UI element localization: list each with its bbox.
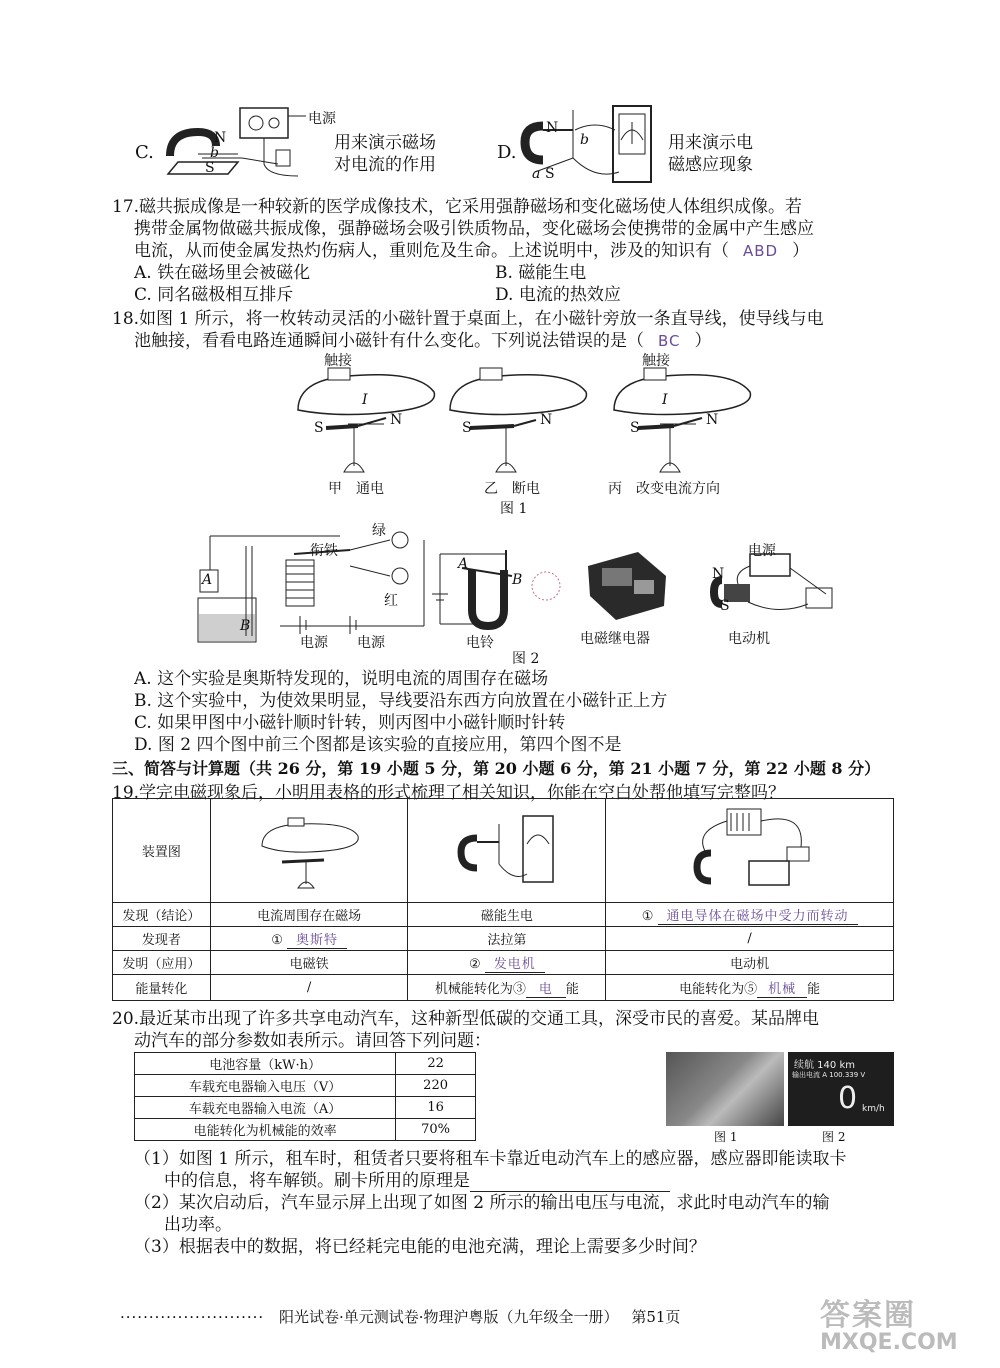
q20-sub1-line-2: 中的信息，将车解锁。刷卡所用的原理是	[164, 1170, 670, 1192]
q18-answer: BC	[658, 332, 681, 350]
q19-device-3	[606, 799, 894, 903]
q19-energy-1: /	[210, 975, 408, 1001]
fig1-yi-s: S	[462, 420, 472, 436]
q20-spec-table	[134, 1052, 476, 1141]
q18-stem-line-1: 18.如图 1 所示，将一枚转动灵活的小磁针置于桌面上，在小磁针旁放一条直导线，使导线与电	[112, 309, 824, 329]
q19-energy-2-answer: 电	[526, 978, 566, 998]
q19-finding-3-answer: 通电导体在磁场中受力而转动	[658, 905, 858, 925]
watermark-url: MXQE.COM	[820, 1330, 958, 1355]
q19-energy-2: 机械能转化为③ 电 能	[408, 975, 606, 1001]
footer	[120, 1306, 820, 1328]
fig1-bing-touch: 触接	[642, 353, 670, 369]
q19-row-device: 装置图	[113, 799, 211, 903]
fig2-relay-caption: 电磁继电器	[580, 631, 650, 647]
q20-photo-dashboard	[788, 1052, 894, 1126]
q17	[112, 196, 902, 306]
q17-option-c: C. 同名磁极相互排斥	[134, 285, 294, 305]
q16-c-desc-2: 对电流的作用	[334, 155, 436, 175]
figure-2-caption: 图 2	[512, 651, 540, 667]
q16-option-d-label: D.	[497, 142, 517, 163]
fig1-bing-s: S	[630, 420, 640, 436]
fig1-bing-caption: 丙 改变电流方向	[608, 481, 720, 497]
fig2-bell-lab-A: A	[458, 556, 469, 572]
q16-c-pole-s: S	[205, 160, 215, 176]
q20-sub3: （3）根据表中的数据，将已经耗完电能的电池充满，理论上需要多少时间？	[134, 1237, 706, 1257]
fig2-lab-A: A	[202, 572, 213, 588]
q19-discoverer-2: 法拉第	[408, 927, 606, 951]
q20-stem	[112, 1008, 902, 1052]
figure-2-relay-photo	[582, 546, 672, 624]
fig2-motor-s: S	[720, 598, 730, 614]
q19-finding-3: ① 通电导体在磁场中受力而转动	[606, 903, 894, 927]
fig1-jia-current: I	[362, 392, 368, 408]
q20-sub1-line-1: （1）如图 1 所示，租车时，租赁者只要将租车卡靠近电动汽车上的感应器，感应器即能读取卡	[134, 1149, 847, 1169]
q20-dash-range: 续航 140 km	[794, 1060, 855, 1071]
q16-option-c-figure	[158, 104, 328, 186]
footer-text: 阳光试卷·单元测试卷·物理沪粤版（九年级全一册）	[278, 1308, 619, 1326]
fig1-jia-caption: 甲 通电	[328, 481, 384, 497]
q19-device-3-figure	[675, 801, 825, 897]
figure-2-bell	[432, 540, 572, 640]
q20-spec-value: 22	[396, 1053, 476, 1075]
fig2-armature: 衔铁	[310, 543, 338, 559]
fig1-jia-n: N	[390, 412, 403, 428]
q16-c-desc-1: 用来演示磁场	[334, 133, 436, 153]
fig1-bing-current: I	[662, 392, 668, 408]
q19-row-invention: 发明（应用）	[113, 951, 211, 975]
fig1-jia-s: S	[314, 420, 324, 436]
q20-stem-line-1: 20.最近某市出现了许多共享电动汽车，这种新型低碳的交通工具，深受市民的喜爱。某品牌电	[112, 1009, 820, 1029]
q19-device-1	[210, 799, 408, 903]
q18-options	[134, 668, 894, 758]
q19-device-1-figure	[254, 804, 364, 894]
q17-stem-line-2: 携带金属物做磁共振成像，强静磁场会吸引铁质物品，变化磁场会使携带的金属中产生感应	[134, 219, 814, 239]
q16-d-lab-a: a	[532, 166, 541, 182]
q20-photo-2-caption: 图 2	[822, 1130, 846, 1144]
q17-stem-line-1: 17.磁共振成像是一种较新的医学成像技术，它采用强静磁场和变化磁场使人体组织成像。若	[112, 197, 803, 217]
q17-stem-line-3: 电流，从而使金属发热灼伤病人，重则危及生命。上述说明中，涉及的知识有（ ABD ）	[134, 241, 810, 261]
q20-spec-value: 16	[396, 1097, 476, 1119]
q19-invention-2-answer: 发电机	[485, 953, 545, 973]
q20-spec-value: 70%	[396, 1119, 476, 1141]
fig1-jia-touch: 触接	[324, 353, 352, 369]
q20-stem-line-2: 动汽车的部分参数如表所示。请回答下列问题：	[134, 1031, 491, 1051]
q19-invention-1: 电磁铁	[210, 951, 408, 975]
fig2-motor-caption: 电动机	[728, 631, 770, 647]
q18-stem-line-2: 池触接，看看电路连通瞬间小磁针有什么变化。下列说法错误的是（ BC ）	[134, 331, 712, 351]
fig1-yi-n: N	[540, 412, 553, 428]
q19-row-energy: 能量转化	[113, 975, 211, 1001]
q20-sub2-line-2: 出功率。	[164, 1215, 232, 1235]
q20-subquestions	[134, 1148, 904, 1258]
watermark-logo	[820, 1290, 996, 1366]
figure-1-caption: 图 1	[500, 501, 528, 517]
q19-invention-3: 电动机	[606, 951, 894, 975]
q19-energy-3: 电能转化为⑤ 机械 能	[606, 975, 894, 1001]
q16-d-pole-n: N	[546, 120, 559, 136]
q19-discoverer-1: ① 奥斯特	[210, 927, 408, 951]
q17-answer: ABD	[743, 242, 779, 260]
fig2-bell-lab-B: B	[512, 572, 523, 588]
fig2-lab-B: B	[240, 618, 251, 634]
fig2-bell-caption: 电铃	[466, 635, 494, 651]
section-3-heading: 三、简答与计算题（共 26 分，第 19 小题 5 分，第 20 小题 6 分，第 21 小题 7 分，第 22 小题 8 分）	[112, 759, 881, 778]
fig1-bing-n: N	[706, 412, 719, 428]
q16-c-power-label: 电源	[308, 111, 336, 127]
q16-c-lab-b: b	[210, 145, 219, 161]
q18-stem	[112, 308, 902, 352]
figure-1-jia	[288, 350, 448, 490]
fig2-motor-power: 电源	[748, 543, 776, 559]
q20-photo-card-swipe	[666, 1052, 784, 1126]
q19-device-2-figure	[447, 804, 567, 894]
q18-option-b: B. 这个实验中，为使效果明显，导线要沿东西方向放置在小磁针正上方	[134, 691, 668, 711]
fig2-power-1: 电源	[300, 635, 328, 651]
q16-d-pole-s: S	[545, 166, 555, 182]
fig1-yi-caption: 乙 断电	[484, 481, 540, 497]
q20-spec-row	[135, 1097, 476, 1119]
q19-row-discoverer: 发现者	[113, 927, 211, 951]
q20-sub1-blank[interactable]	[470, 1176, 670, 1192]
q20-dash-unit: km/h	[862, 1104, 885, 1114]
q20-spec-value: 220	[396, 1075, 476, 1097]
q20-photo-1-caption: 图 1	[714, 1130, 738, 1144]
q20-spec-name: 电能转化为机械能的效率	[135, 1119, 396, 1141]
q20-spec-name: 车载充电器输入电压（V）	[135, 1075, 396, 1097]
q20-spec-row	[135, 1119, 476, 1141]
q16-d-desc-1: 用来演示电	[668, 133, 753, 153]
footer-dots-left: ·························	[120, 1308, 265, 1326]
fig2-green: 绿	[372, 523, 386, 539]
figure-1-bing	[604, 350, 764, 490]
q16-d-desc-2: 磁感应现象	[668, 155, 753, 175]
q16-c-pole-n: N	[214, 130, 227, 146]
q20-spec-name: 车载充电器输入电流（A）	[135, 1097, 396, 1119]
q19-table	[112, 798, 894, 1001]
q17-option-d: D. 电流的热效应	[495, 285, 621, 305]
q20-spec-row	[135, 1053, 476, 1075]
fig2-power-2: 电源	[357, 635, 385, 651]
q19-invention-2: ② 发电机	[408, 951, 606, 975]
fig2-red: 红	[384, 593, 398, 609]
q19-discoverer-3: /	[606, 927, 894, 951]
q20-spec-row	[135, 1075, 476, 1097]
q19-energy-3-answer: 机械	[757, 978, 807, 998]
q16-d-lab-b: b	[580, 132, 589, 148]
q20-sub2-line-1: （2）某次启动后，汽车显示屏上出现了如图 2 所示的输出电压与电流，求此时电动汽车的输	[134, 1193, 830, 1213]
q19-device-2	[408, 799, 606, 903]
q19-finding-2: 磁能生电	[408, 903, 606, 927]
q20-spec-name: 电池容量（kW·h）	[135, 1053, 396, 1075]
q20-dash-output: 输出电流 A 100.339 V	[792, 1071, 866, 1079]
q19-finding-1: 电流周围存在磁场	[210, 903, 408, 927]
q18-option-c: C. 如果甲图中小磁针顺时针转，则丙图中小磁针顺时针转	[134, 713, 566, 733]
q16-option-c-label: C.	[135, 142, 154, 163]
q19-stem: 19.学完电磁现象后，小明用表格的形式梳理了相关知识，你能在空白处帮他填写完整吗？	[112, 783, 786, 803]
q17-option-a: A. 铁在磁场里会被磁化	[134, 263, 311, 283]
watermark-text: 答案圈	[820, 1298, 916, 1333]
q18-option-a: A. 这个实验是奥斯特发现的，说明电流的周围存在磁场	[134, 669, 549, 689]
fig2-motor-n: N	[712, 566, 725, 582]
q17-option-b: B. 磁能生电	[495, 263, 587, 283]
q18-option-d: D. 图 2 四个图中前三个图都是该实验的直接应用，第四个图不是	[134, 735, 622, 755]
footer-page: 第51页	[631, 1308, 681, 1326]
q20-dash-speed: 0	[838, 1081, 858, 1116]
q19-row-finding: 发现（结论）	[113, 903, 211, 927]
q19-discoverer-1-answer: 奥斯特	[287, 929, 347, 949]
